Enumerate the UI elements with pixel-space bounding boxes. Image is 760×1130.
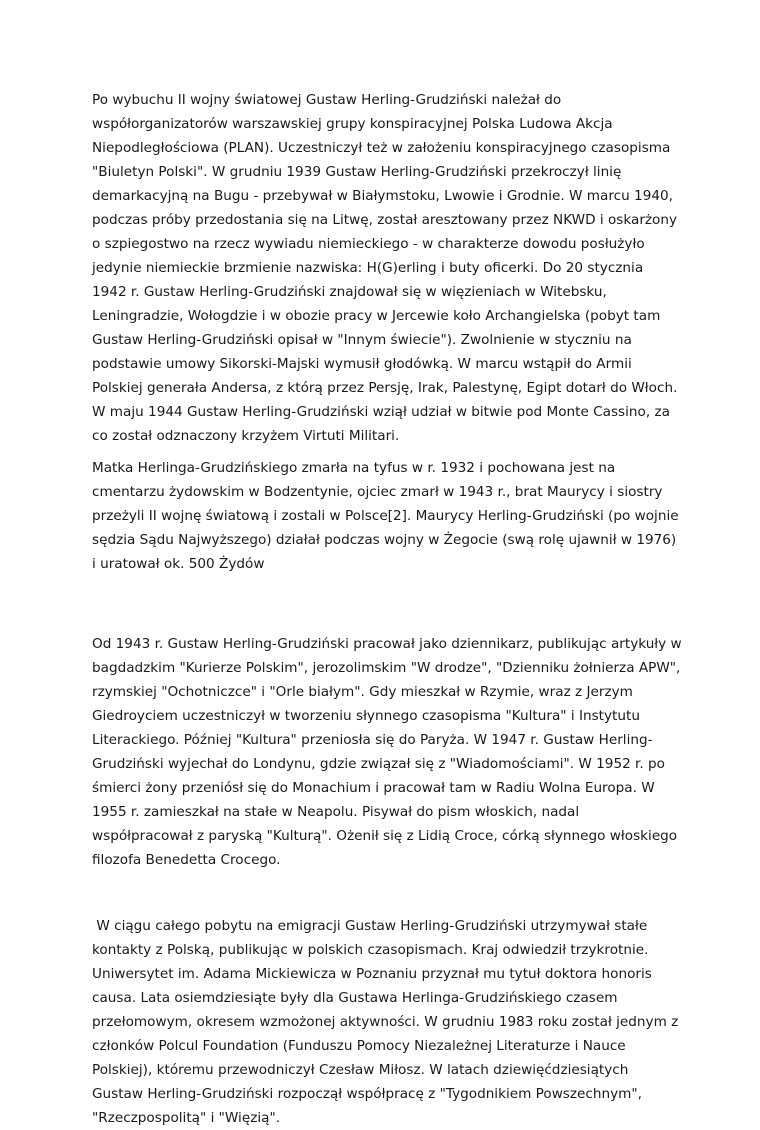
document-body (92, 88, 686, 1130)
paragraph-emigration: W ciągu całego pobytu na emigracji Gustaw Herling-Grudziński utrzymywał stałe kontakty z Polską, publikując w polskich czasopismach. Kraj odwiedził trzykrotnie. Uniwersytet im. Adama Mickiewicza w Poznaniu przyznał mu tytuł doktora honoris causa. Lata osiemdziesiąte były dla Gustawa Herlinga-Grudzińskiego czasem przełomowym, okresem wzmożonej aktywności. W grudniu 1983 roku został jednym z członków Polcul Foundation (Funduszu Pomocy Niezależnej Literaturze i Nauce Polskiej), któremu przewodniczył Czesław Miłosz. W latach dziewięćdziesiątych Gustaw Herling-Grudziński rozpoczął współpracę z "Tygodnikiem Powszechnym", "Rzeczpospolitą" i "Więzią". (92, 918, 683, 1126)
paragraph-wartime: Po wybuchu II wojny światowej Gustaw Herling-Grudziński należał do współorganizatorów warszawskiej grupy konspiracyjnej Polska Ludowa Akcja Niepodległościowa (PLAN). Uczestniczył też w założeniu konspiracyjnego czasopisma "Biuletyn Polski". W grudniu 1939 Gustaw Herling-Grudziński przekroczył linię demarkacyjną na Bugu - przebywał w Białymstoku, Lwowie i Grodnie. W marcu 1940, podczas próby przedostania się na Litwę, został aresztowany przez NKWD i oskarżony o szpiegostwo na rzecz wywiadu niemieckiego - w charakterze dowodu posłużyło jedynie niemieckie brzmienie nazwiska: H(G)erling i buty oficerki. Do 20 stycznia 1942 r. Gustaw Herling-Grudziński znajdował się w więzieniach w Witebsku, Leningradzie, Wołogdzie i w obozie pracy w Jercewie koło Archangielska (pobyt tam Gustaw Herling-Grudziński opisał w "Innym świecie"). Zwolnienie w styczniu na podstawie umowy Sikorski-Majski wymusił głodówką. W marcu wstąpił do Armii Polskiej generała Andersa, z którą przez Persję, Irak, Palestynę, Egipt dotarł do Włoch. W maju 1944 Gustaw Herling-Grudziński wziął udział w bitwie pod Monte Cassino, za co został odznaczony krzyżem Virtuti Militari. (92, 92, 682, 444)
paragraph-journalism: Od 1943 r. Gustaw Herling-Grudziński pracował jako dziennikarz, publikując artykuły w bagdadzkim "Kurierze Polskim", jerozolimskim "W drodze", "Dzienniku żołnierza APW", rzymskiej "Ochotniczce" i "Orle białym". Gdy mieszkał w Rzymie, wraz z Jerzym Giedroyciem uczestniczył w tworzeniu słynnego czasopisma "Kultura" i Instytutu Literackiego. Później "Kultura" przeniosła się do Paryża. W 1947 r. Gustaw Herling-Grudziński wyjechał do Londynu, gdzie związał się z "Wiadomościami". W 1952 r. po śmierci żony przeniósł się do Monachium i pracował tam w Radiu Wolna Europa. W 1955 r. zamieszkał na stałe w Neapolu. Pisywał do pism włoskich, nadal współpracował z paryską "Kulturą". Ożenił się z Lidią Croce, córką słynnego włoskiego filozofa Benedetta Crocego. (92, 636, 686, 868)
paragraph-family: Matka Herlinga-Grudzińskiego zmarła na tyfus w r. 1932 i pochowana jest na cmentarzu żydowskim w Bodzentynie, ojciec zmarł w 1943 r., brat Maurycy i siostry przeżyli II wojnę światową i zostali w Polsce[2]. Maurycy Herling-Grudziński (po wojnie sędzia Sądu Najwyższego) działał podczas wojny w Żegocie (swą rolę ujawnił w 1976) i uratował ok. 500 Żydów (92, 460, 683, 572)
